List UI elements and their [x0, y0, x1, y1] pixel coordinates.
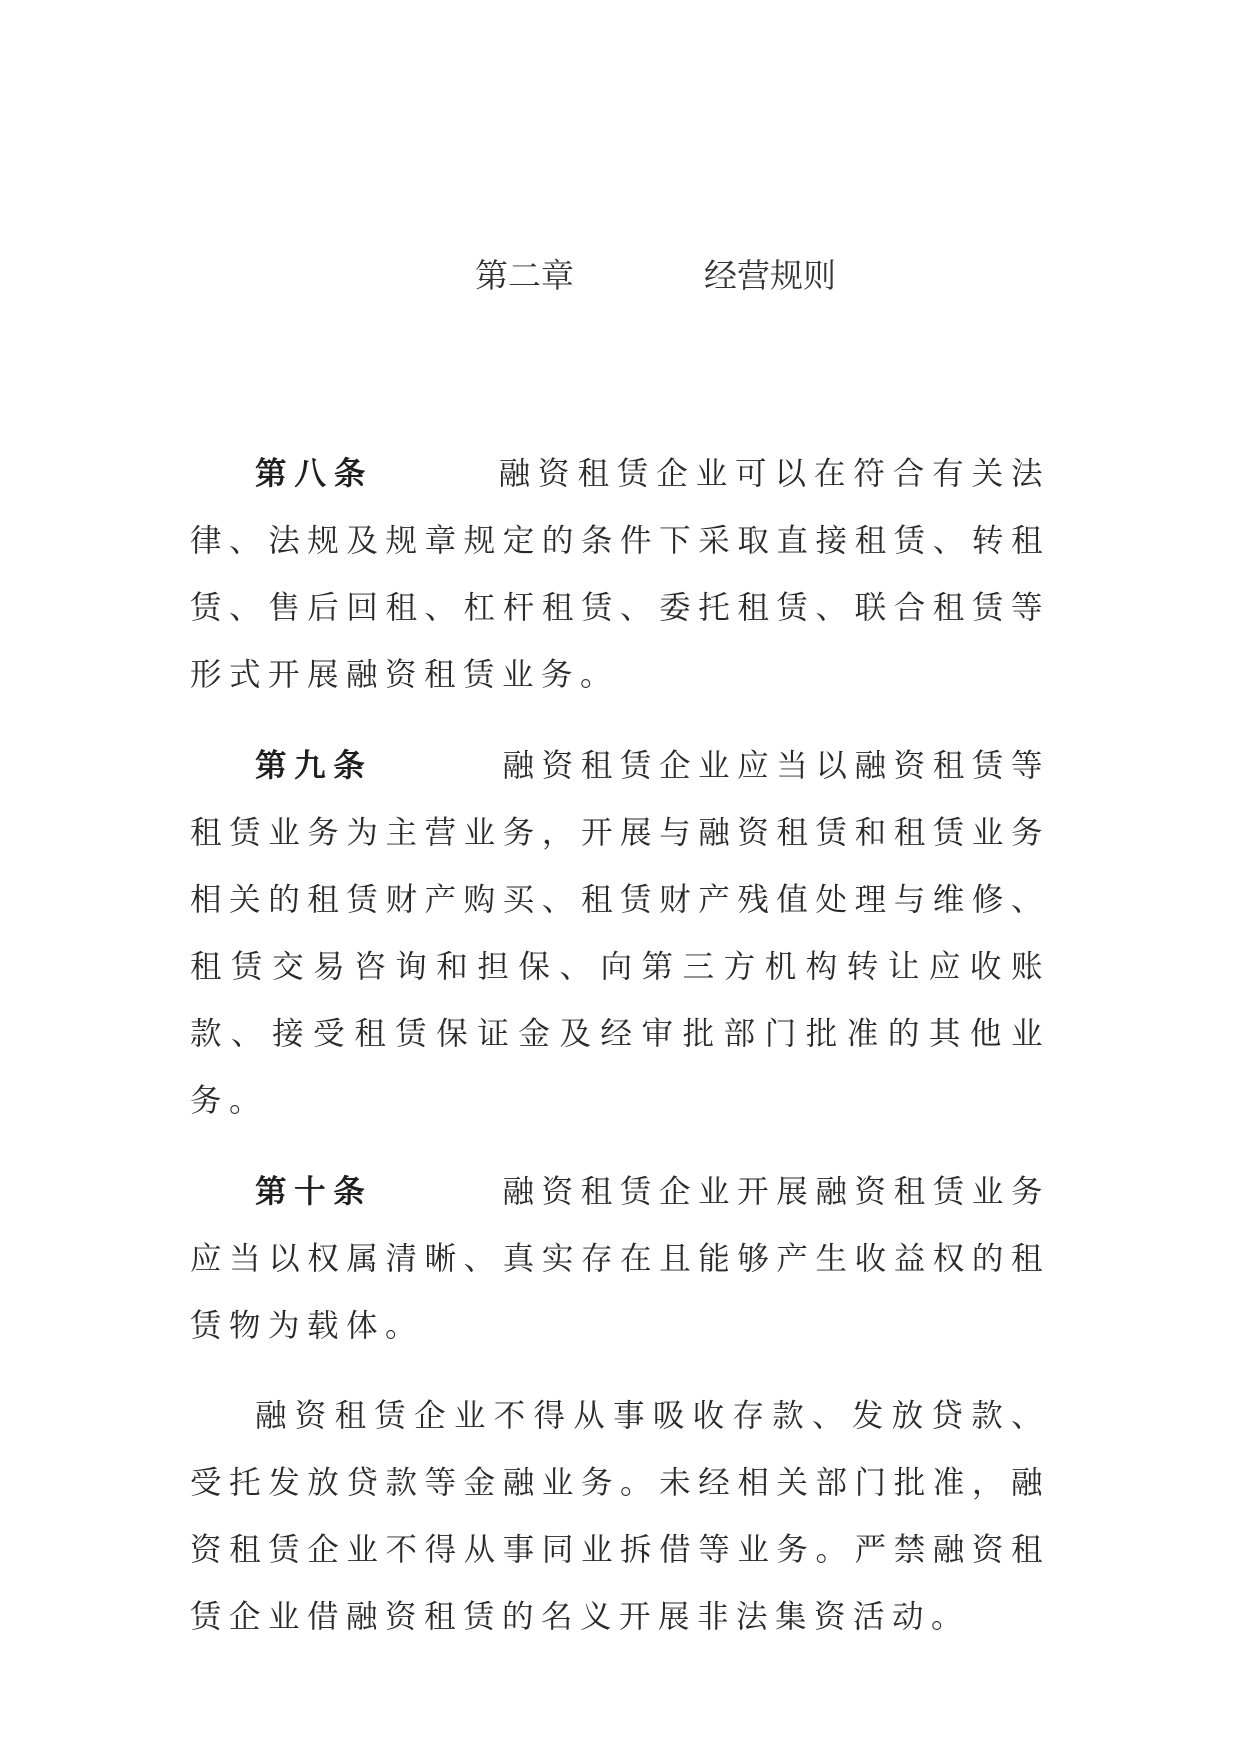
article-text: 融资租赁企业可以在符合有关法律、法规及规章规定的条件下采取直接租赁、转租赁、售后回租、杠杆租赁、委托租赁、联合租赁等形式开展融资租赁业务。	[190, 456, 1050, 693]
article-text: 融资租赁企业开展融资租赁业务应当以权属清晰、真实存在且能够产生收益权的租赁物为载体。	[190, 1174, 1050, 1344]
article-text: 融资租赁企业应当以融资租赁等租赁业务为主营业务，开展与融资租赁和租赁业务相关的租赁财产购买、租赁财产残值处理与维修、租赁交易咨询和担保、向第三方机构转让应收账款、接受租赁保证金及经审批部门批准的其他业务。	[190, 748, 1050, 1119]
chapter-number: 第二章	[475, 256, 574, 295]
chapter-heading	[0, 254, 1241, 298]
article-number: 第九条	[255, 747, 373, 784]
article-9	[190, 732, 1050, 1135]
document-body	[190, 440, 1050, 1651]
article-text: 融资租赁企业不得从事吸收存款、发放贷款、受托发放贷款等金融业务。未经相关部门批准，融资租赁企业不得从事同业拆借等业务。严禁融资租赁企业借融资租赁的名义开展非法集资活动。	[190, 1398, 1050, 1635]
article-number: 第十条	[255, 1173, 373, 1210]
article-number: 第八条	[255, 455, 374, 492]
article-10-paragraph-2	[190, 1383, 1050, 1651]
article-10	[190, 1158, 1050, 1360]
article-8	[190, 440, 1050, 709]
chapter-title: 经营规则	[704, 256, 836, 295]
